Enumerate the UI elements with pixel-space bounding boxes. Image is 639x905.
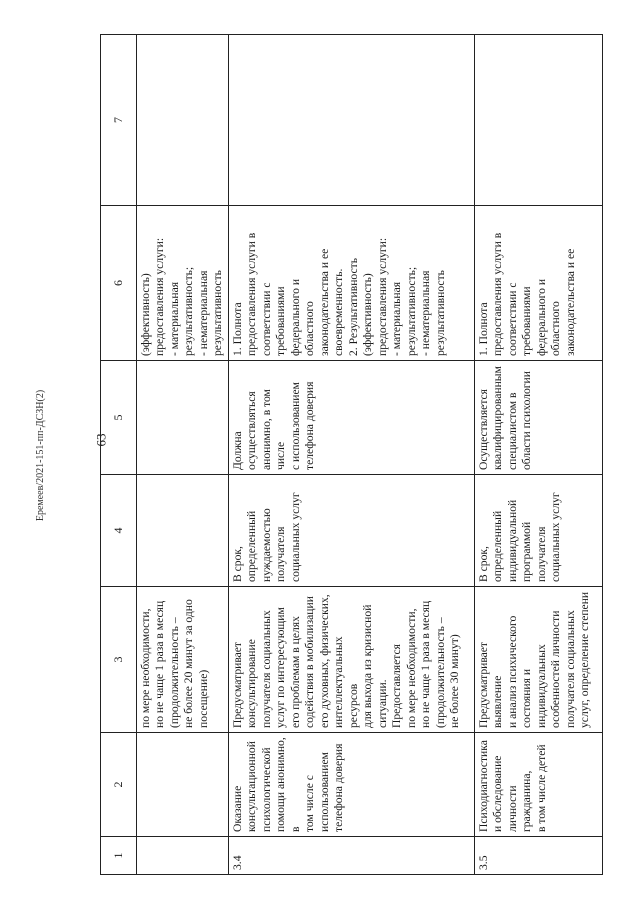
column-header: 3	[101, 587, 137, 733]
column-header: 6	[101, 206, 137, 361]
service-name: Оказание консультационной психологической помощи анонимно, в том числе с использованием телефона доверия	[228, 733, 474, 837]
page-number: 63	[93, 433, 109, 447]
service-quality-indicators: 1. Полнота предоставления услуги в соответствии с требованиями федерального и областного законодательства и ее	[474, 206, 602, 361]
service-term: В срок, определенный нуждаемостью получателя социальных услуг	[228, 475, 474, 587]
service-description: Предусматривает консультирование получателя социальных услуг по интересующим его проблемам в целях содействия в мобилизации его духовных, физических, интеллектуальных ресурсов для выхода из кризисной ситуации. Предоставляется по мере необходимости, но не чаще 1 раза в месяц (продолжительность – не более 30 минут)	[228, 587, 474, 733]
service-conditions: Осуществляется квалифицированным специалистом в области психологии	[474, 361, 602, 475]
service-name: Психодиагностика и обследование личности гражданина, в том числе детей	[474, 733, 602, 837]
service-quality-indicators: 1. Полнота предоставления услуги в соответствии с требованиями федерального и областного законодательства и ее своевременность. 2. Результативность (эффективность) предоставления услуги: - материальная результативность; - нематериальная результативность	[228, 206, 474, 361]
column-header: 2	[101, 733, 137, 837]
table-row	[474, 35, 602, 875]
row-number: 3.5	[474, 837, 602, 875]
table-row	[228, 35, 474, 875]
service-conditions: Должна осуществляться анонимно, в том числе с использованием телефона доверия	[228, 361, 474, 475]
service-conditions	[137, 361, 229, 475]
column-header: 7	[101, 35, 137, 206]
services-table	[100, 34, 603, 875]
table-row	[137, 35, 229, 875]
service-description: по мере необходимости, но не чаще 1 раза в месяц (продолжительность – не более 20 минут за одно посещение)	[137, 587, 229, 733]
column-header: 1	[101, 837, 137, 875]
column-header: 4	[101, 475, 137, 587]
service-term	[137, 475, 229, 587]
document-reference: Еремеев/2021-151-пп-ДСЗН(2)	[35, 389, 47, 522]
service-description: Предусматривает выявление и анализ психического состояния и индивидуальных особенностей личности получателя социальных услуг, определение степени	[474, 587, 602, 733]
row-number: 3.4	[228, 837, 474, 875]
service-quality-indicators: (эффективность) предоставления услуги: - материальная результативность; - нематериальная результативность	[137, 206, 229, 361]
service-term: В срок, определенный индивидуальной программой получателя социальных услуг	[474, 475, 602, 587]
rotated-table-container	[100, 35, 600, 875]
service-notes	[228, 35, 474, 206]
service-notes	[474, 35, 602, 206]
header-row	[101, 35, 137, 875]
service-notes	[137, 35, 229, 206]
row-number	[137, 837, 229, 875]
service-name	[137, 733, 229, 837]
column-header: 5	[101, 361, 137, 475]
